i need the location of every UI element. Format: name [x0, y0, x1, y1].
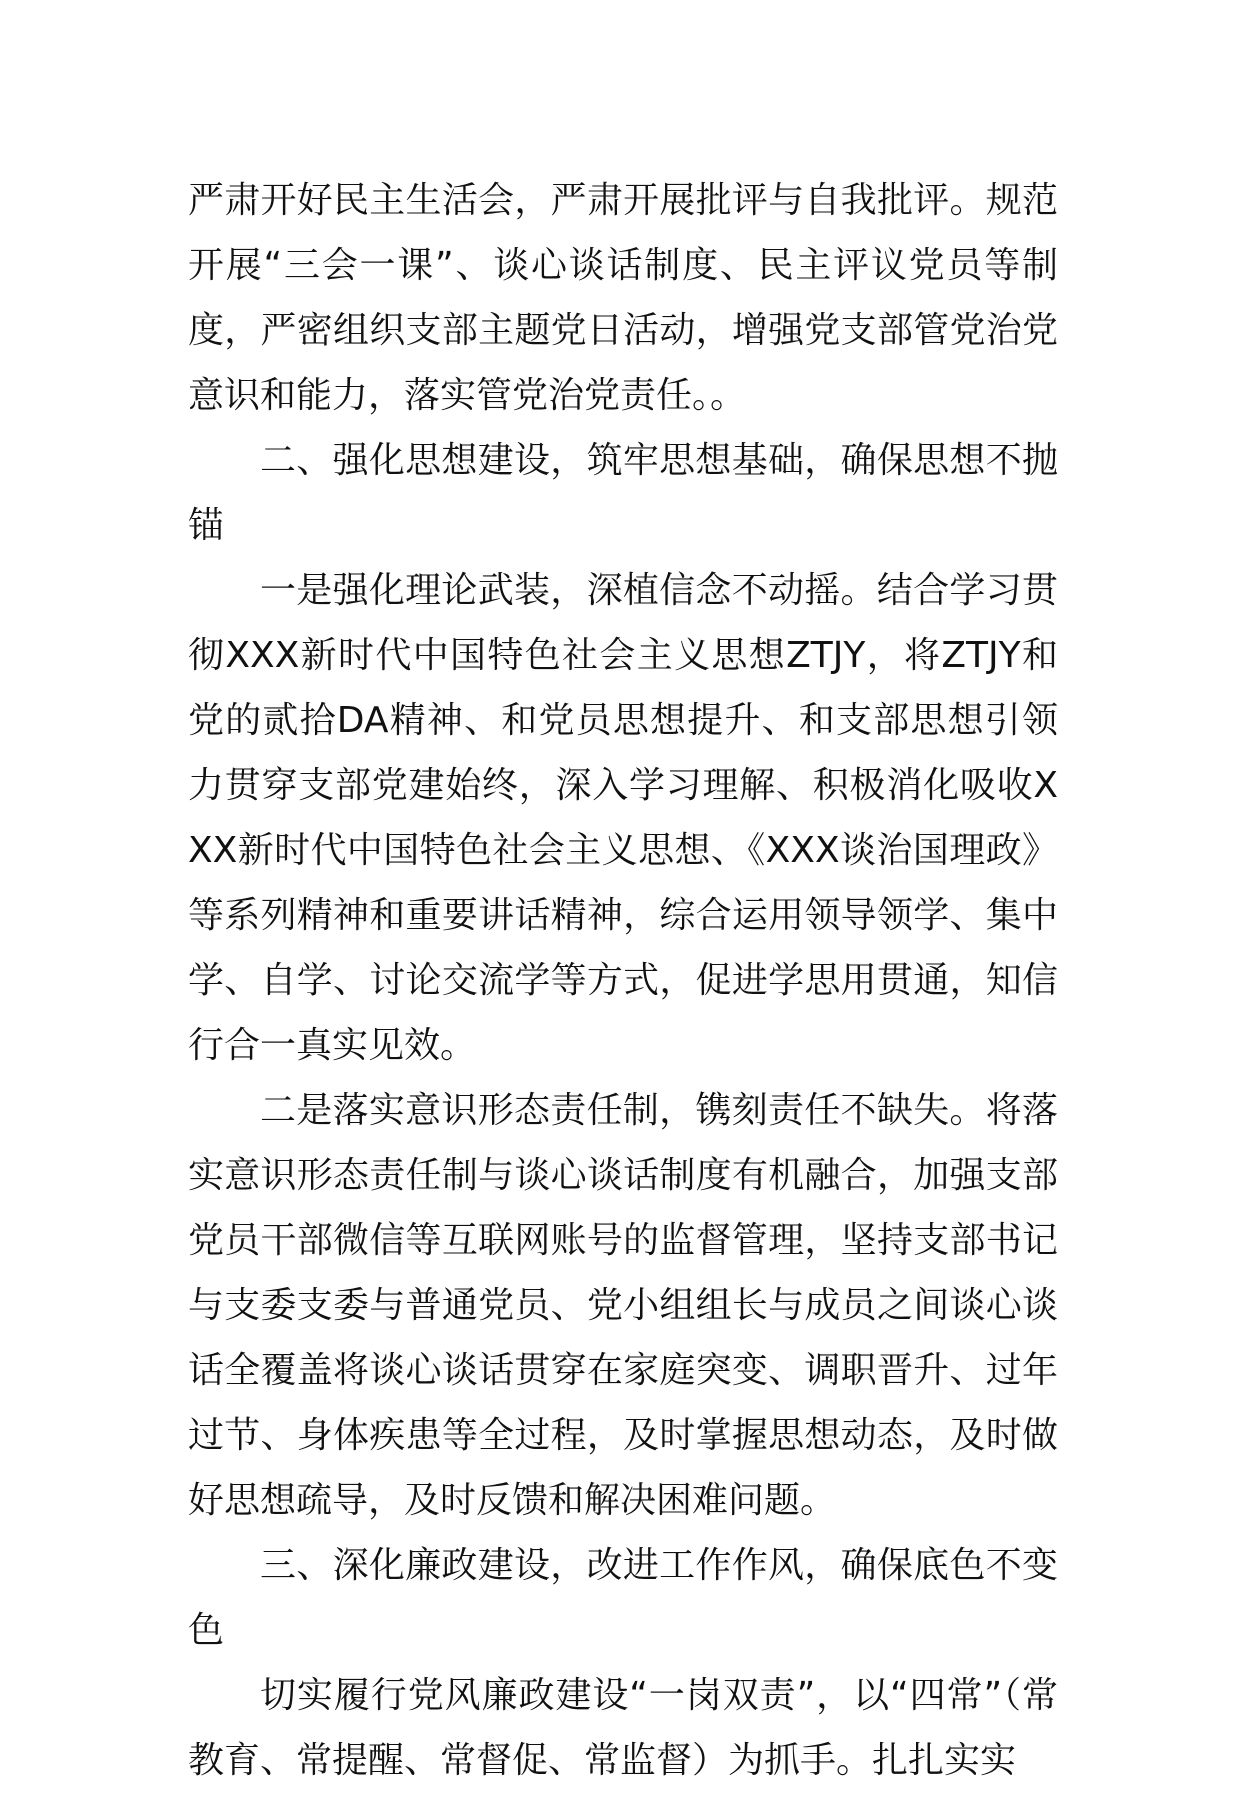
paragraph-theory: 一是强化理论武装，深植信念不动摇。结合学习贯彻XXX新时代中国特色社会主义思想ZTJY，将ZTJY和党的贰拾DA精神、和党员思想提升、和支部思想引领力贯穿支部党建始终，深入学习理解、积极消化吸收XXX新时代中国特色社会主义思想、《XXX谈治国理政》等系列精神和重要讲话精神，综合运用领导领学、集中学、自学、讨论交流学等方式，促进学思用贯通，知信行合一真实见效。	[188, 570, 1058, 1066]
section-heading-2: 二、强化思想建设，筑牢思想基础，确保思想不抛锚	[188, 440, 1058, 546]
document-body	[188, 168, 1058, 1793]
paragraph-integrity: 切实履行党风廉政建设“一岗双责”，以“四常”（常教育、常提醒、常督促、常监督）为抓手。扎扎实实	[188, 1675, 1058, 1781]
paragraph-ideology-responsibility: 二是落实意识形态责任制，镌刻责任不缺失。将落实意识形态责任制与谈心谈话制度有机融合，加强支部党员干部微信等互联网账号的监督管理，坚持支部书记与支委支委与普通党员、党小组组长与成员之间谈心谈话全覆盖将谈心谈话贯穿在家庭突变、调职晋升、过年过节、身体疾患等全过程，及时掌握思想动态，及时做好思想疏导，及时反馈和解决困难问题。	[188, 1090, 1058, 1521]
paragraph-continuation: 严肃开好民主生活会，严肃开展批评与自我批评。规范开展“三会一课”、谈心谈话制度、民主评议党员等制度，严密组织支部主题党日活动，增强党支部管党治党意识和能力，落实管党治党责任。。	[188, 180, 1058, 416]
section-heading-3: 三、深化廉政建设，改进工作作风，确保底色不变色	[188, 1545, 1058, 1651]
